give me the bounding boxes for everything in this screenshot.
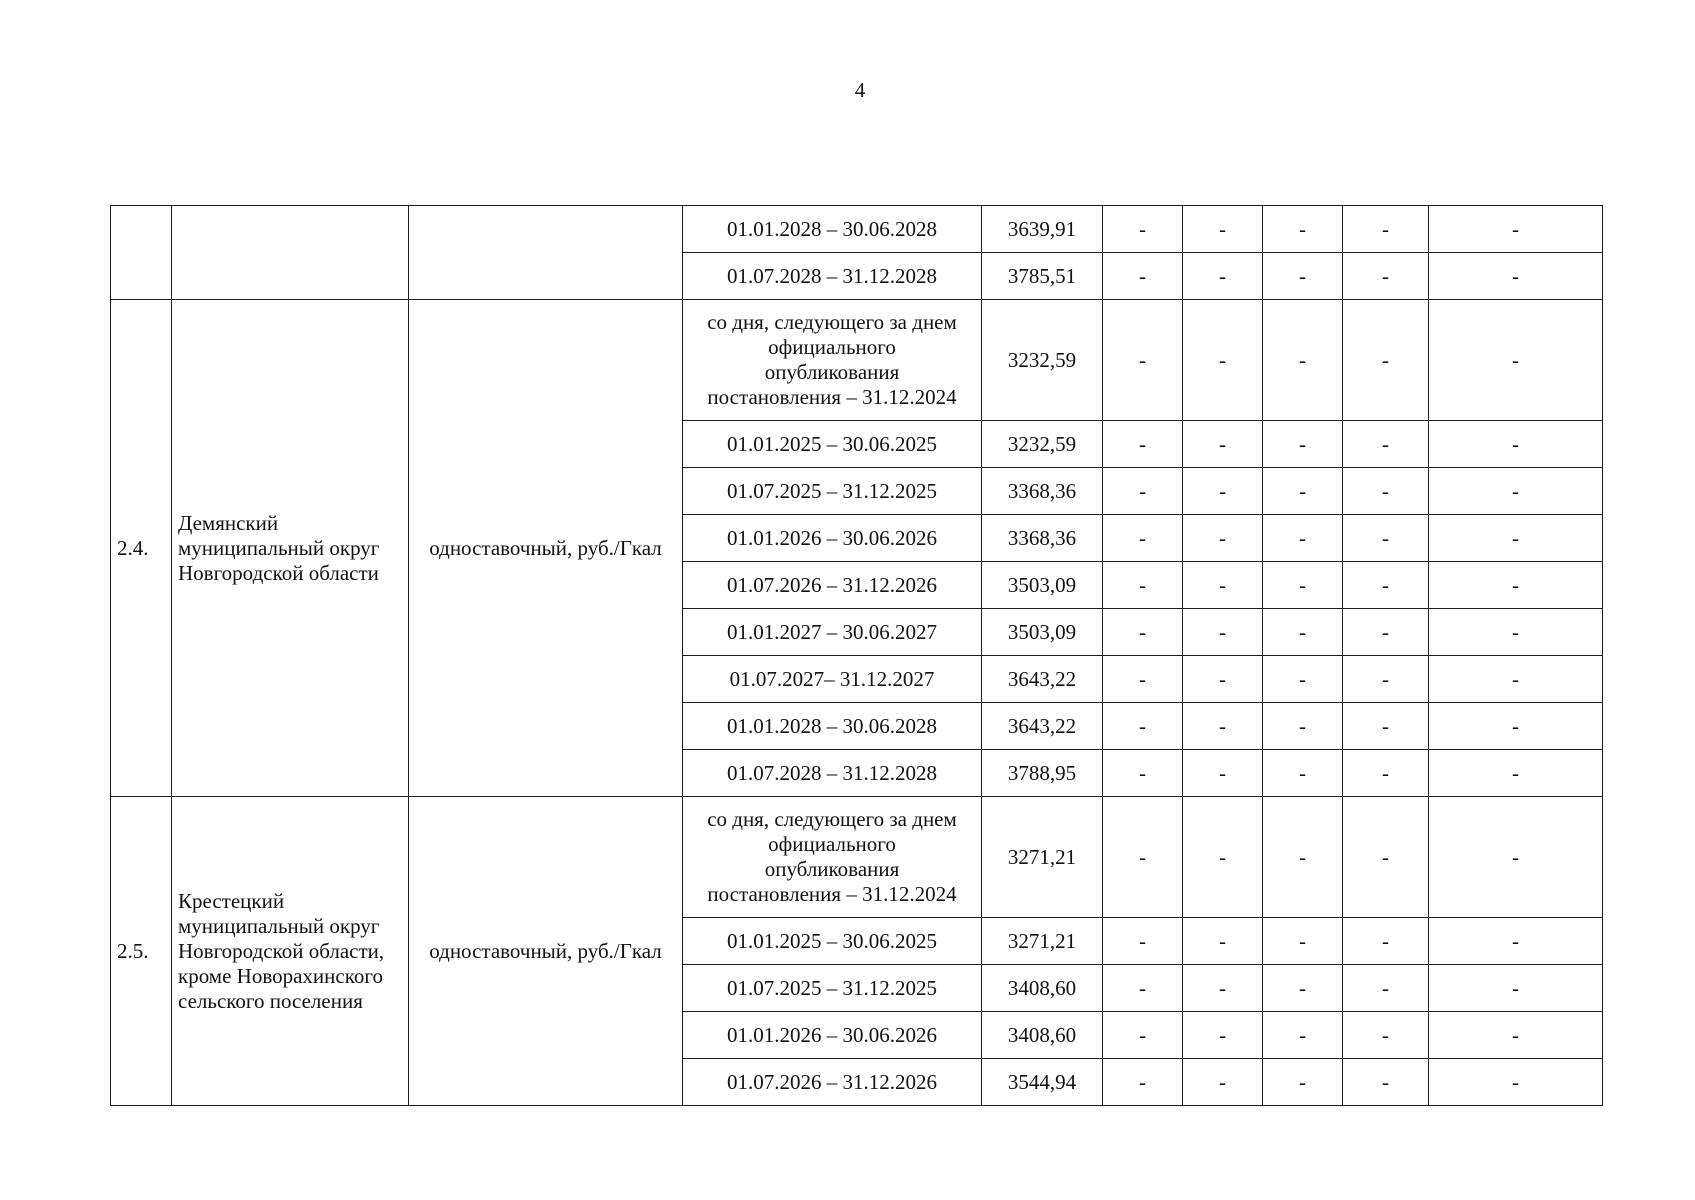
dash-cell: - <box>1183 468 1263 515</box>
dash-cell: - <box>1343 468 1429 515</box>
period-text: 01.01.2025 – 30.06.2025 <box>727 431 937 456</box>
dash-cell: - <box>1103 562 1183 609</box>
dash-cell: - <box>1103 703 1183 750</box>
dash-cell: - <box>1429 1012 1603 1059</box>
dash-cell: - <box>1343 703 1429 750</box>
tariff-value-cell: 3643,22 <box>982 703 1103 750</box>
dash-cell: - <box>1429 965 1603 1012</box>
dash-cell: - <box>1429 797 1603 918</box>
dash-cell: - <box>1343 421 1429 468</box>
period-cell <box>683 918 982 965</box>
dash-cell: - <box>1263 300 1343 421</box>
tariff-value-cell: 3408,60 <box>982 965 1103 1012</box>
dash-cell: - <box>1103 797 1183 918</box>
dash-cell: - <box>1263 515 1343 562</box>
period-cell <box>683 253 982 300</box>
dash-cell: - <box>1343 918 1429 965</box>
dash-cell: - <box>1343 965 1429 1012</box>
group-number-cell: 2.4. <box>111 300 172 797</box>
period-cell <box>683 468 982 515</box>
territory-name-cell: Демянский муниципальный округ Новгородской области <box>172 300 409 797</box>
period-cell <box>683 1059 982 1106</box>
period-text: 01.07.2028 – 31.12.2028 <box>727 760 937 785</box>
dash-cell: - <box>1263 797 1343 918</box>
dash-cell: - <box>1103 206 1183 253</box>
dash-cell: - <box>1103 421 1183 468</box>
tariff-type-cell <box>409 206 683 300</box>
dash-cell: - <box>1263 206 1343 253</box>
period-cell <box>683 750 982 797</box>
tariff-value-cell: 3785,51 <box>982 253 1103 300</box>
dash-cell: - <box>1183 656 1263 703</box>
territory-name-cell: Крестецкий муниципальный округ Новгородской области, кроме Новорахинского сельского поселения <box>172 797 409 1106</box>
period-cell <box>683 965 982 1012</box>
dash-cell: - <box>1429 562 1603 609</box>
dash-cell: - <box>1343 1012 1429 1059</box>
dash-cell: - <box>1343 562 1429 609</box>
dash-cell: - <box>1183 703 1263 750</box>
dash-cell: - <box>1343 253 1429 300</box>
period-cell <box>683 703 982 750</box>
tariff-table <box>110 205 1603 1106</box>
dash-cell: - <box>1183 253 1263 300</box>
tariff-type-cell: одноставочный, руб./Гкал <box>409 797 683 1106</box>
dash-cell: - <box>1263 1012 1343 1059</box>
period-cell <box>683 562 982 609</box>
dash-cell: - <box>1103 1059 1183 1106</box>
dash-cell: - <box>1183 1012 1263 1059</box>
dash-cell: - <box>1343 750 1429 797</box>
dash-cell: - <box>1263 421 1343 468</box>
dash-cell: - <box>1183 515 1263 562</box>
dash-cell: - <box>1429 468 1603 515</box>
dash-cell: - <box>1343 515 1429 562</box>
tariff-value-cell: 3232,59 <box>982 300 1103 421</box>
period-text: со дня, следующего за днем официального опубликования постановления – 31.12.2024 <box>707 807 957 906</box>
dash-cell: - <box>1103 918 1183 965</box>
dash-cell: - <box>1429 515 1603 562</box>
period-text: 01.01.2026 – 30.06.2026 <box>727 1022 937 1047</box>
dash-cell: - <box>1263 918 1343 965</box>
dash-cell: - <box>1429 1059 1603 1106</box>
territory-name-cell <box>172 206 409 300</box>
dash-cell: - <box>1263 468 1343 515</box>
group-number-cell: 2.5. <box>111 797 172 1106</box>
dash-cell: - <box>1103 609 1183 656</box>
dash-cell: - <box>1263 750 1343 797</box>
period-text: 01.07.2025 – 31.12.2025 <box>727 478 937 503</box>
dash-cell: - <box>1429 421 1603 468</box>
period-cell <box>683 206 982 253</box>
dash-cell: - <box>1183 206 1263 253</box>
dash-cell: - <box>1183 965 1263 1012</box>
period-cell <box>683 1012 982 1059</box>
dash-cell: - <box>1183 750 1263 797</box>
dash-cell: - <box>1343 609 1429 656</box>
tariff-value-cell: 3271,21 <box>982 797 1103 918</box>
period-cell <box>683 609 982 656</box>
tariff-value-cell: 3368,36 <box>982 468 1103 515</box>
dash-cell: - <box>1183 609 1263 656</box>
period-text: со дня, следующего за днем официального опубликования постановления – 31.12.2024 <box>707 310 957 409</box>
tariff-type-cell: одноставочный, руб./Гкал <box>409 300 683 797</box>
period-text: 01.01.2028 – 30.06.2028 <box>727 713 937 738</box>
dash-cell: - <box>1343 797 1429 918</box>
dash-cell: - <box>1103 468 1183 515</box>
table-row <box>111 300 1603 421</box>
dash-cell: - <box>1103 656 1183 703</box>
dash-cell: - <box>1103 253 1183 300</box>
dash-cell: - <box>1429 206 1603 253</box>
dash-cell: - <box>1343 206 1429 253</box>
period-cell <box>683 300 982 421</box>
dash-cell: - <box>1183 562 1263 609</box>
period-text: 01.01.2028 – 30.06.2028 <box>727 216 937 241</box>
tariff-value-cell: 3232,59 <box>982 421 1103 468</box>
dash-cell: - <box>1429 750 1603 797</box>
table-row <box>111 797 1603 918</box>
period-text: 01.07.2028 – 31.12.2028 <box>727 263 937 288</box>
dash-cell: - <box>1263 1059 1343 1106</box>
tariff-value-cell: 3408,60 <box>982 1012 1103 1059</box>
dash-cell: - <box>1183 421 1263 468</box>
group-number-cell <box>111 206 172 300</box>
period-text: 01.07.2025 – 31.12.2025 <box>727 975 937 1000</box>
tariff-value-cell: 3503,09 <box>982 609 1103 656</box>
period-cell <box>683 515 982 562</box>
dash-cell: - <box>1183 1059 1263 1106</box>
page-number: 4 <box>854 78 866 102</box>
dash-cell: - <box>1183 797 1263 918</box>
dash-cell: - <box>1103 515 1183 562</box>
dash-cell: - <box>1343 1059 1429 1106</box>
tariff-value-cell: 3639,91 <box>982 206 1103 253</box>
tariff-value-cell: 3643,22 <box>982 656 1103 703</box>
dash-cell: - <box>1183 918 1263 965</box>
dash-cell: - <box>1343 656 1429 703</box>
period-text: 01.07.2027– 31.12.2027 <box>729 666 935 691</box>
period-cell <box>683 656 982 703</box>
period-cell <box>683 797 982 918</box>
dash-cell: - <box>1103 750 1183 797</box>
tariff-value-cell: 3503,09 <box>982 562 1103 609</box>
period-text: 01.01.2027 – 30.06.2027 <box>727 619 937 644</box>
tariff-value-cell: 3788,95 <box>982 750 1103 797</box>
period-text: 01.07.2026 – 31.12.2026 <box>727 572 937 597</box>
dash-cell: - <box>1103 1012 1183 1059</box>
dash-cell: - <box>1183 300 1263 421</box>
dash-cell: - <box>1263 965 1343 1012</box>
tariff-value-cell: 3271,21 <box>982 918 1103 965</box>
dash-cell: - <box>1103 300 1183 421</box>
dash-cell: - <box>1103 965 1183 1012</box>
dash-cell: - <box>1263 656 1343 703</box>
dash-cell: - <box>1429 656 1603 703</box>
dash-cell: - <box>1263 562 1343 609</box>
dash-cell: - <box>1343 300 1429 421</box>
dash-cell: - <box>1429 609 1603 656</box>
period-cell <box>683 421 982 468</box>
dash-cell: - <box>1429 253 1603 300</box>
tariff-value-cell: 3544,94 <box>982 1059 1103 1106</box>
period-text: 01.01.2025 – 30.06.2025 <box>727 928 937 953</box>
period-text: 01.07.2026 – 31.12.2026 <box>727 1069 937 1094</box>
dash-cell: - <box>1263 253 1343 300</box>
dash-cell: - <box>1263 609 1343 656</box>
period-text: 01.01.2026 – 30.06.2026 <box>727 525 937 550</box>
dash-cell: - <box>1429 918 1603 965</box>
table-row <box>111 206 1603 253</box>
tariff-value-cell: 3368,36 <box>982 515 1103 562</box>
dash-cell: - <box>1429 703 1603 750</box>
dash-cell: - <box>1263 703 1343 750</box>
dash-cell: - <box>1429 300 1603 421</box>
